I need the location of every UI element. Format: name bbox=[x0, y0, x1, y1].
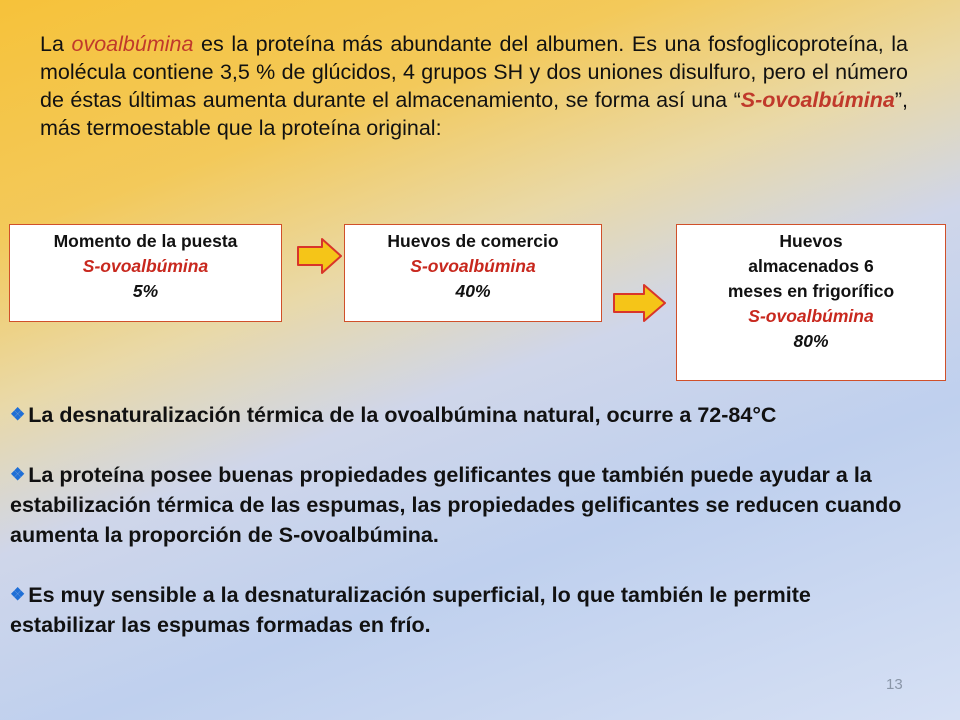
flow-box-title-line1: Huevos bbox=[779, 231, 843, 251]
bullet-item bbox=[10, 460, 910, 550]
diamond-bullet-icon: ❖ bbox=[10, 465, 26, 484]
bullet-text: La desnaturalización térmica de la ovoalbúmina natural, ocurre a 72-84°C bbox=[28, 403, 777, 427]
intro-paragraph bbox=[40, 30, 908, 142]
flow-box-protein: S-ovoalbúmina bbox=[410, 256, 536, 276]
page-number: 13 bbox=[886, 676, 903, 693]
flow-box-comercio bbox=[344, 224, 602, 322]
flow-box-percent: 5% bbox=[132, 281, 159, 301]
flow-box-almacenados bbox=[676, 224, 946, 381]
arrow-right-icon bbox=[612, 282, 668, 324]
flow-box-percent: 40% bbox=[455, 281, 491, 301]
bullet-item bbox=[10, 400, 910, 430]
intro-ovoalbumina: ovoalbúmina bbox=[71, 32, 194, 56]
intro-text-2: es la proteína más abundante del albumen. Es una fosfoglicoproteína, la molécula contiene 3,5 % de glúcidos, 4 grupos SH y dos uniones disulfuro, pero el número de éstas últimas aumenta durante el almacenamiento, se forma así una “ bbox=[40, 32, 909, 112]
flow-box-title-line3: meses en frigorífico bbox=[727, 281, 895, 301]
flow-box-title: Huevos de comercio bbox=[387, 231, 559, 251]
intro-text-1: La bbox=[40, 32, 72, 56]
flow-box-title-line2: almacenados 6 bbox=[748, 256, 874, 276]
flow-box-protein: S-ovoalbúmina bbox=[748, 306, 874, 326]
bullet-item bbox=[10, 580, 910, 640]
bullet-text: La proteína posee buenas propiedades gelificantes que también puede ayudar a la estabilización térmica de las espumas, las propiedades gelificantes se reducen cuando aumenta la proporción de S-ovoalbúmina. bbox=[10, 463, 902, 547]
diamond-bullet-icon: ❖ bbox=[10, 585, 26, 604]
flow-box-title: Momento de la puesta bbox=[53, 231, 238, 251]
flow-box-percent: 80% bbox=[793, 331, 829, 351]
diamond-bullet-icon: ❖ bbox=[10, 405, 26, 424]
bullet-text: Es muy sensible a la desnaturalización superficial, lo que también le permite estabilizar las espumas formadas en frío. bbox=[10, 583, 811, 637]
bullet-list bbox=[10, 400, 910, 670]
flow-box-puesta bbox=[9, 224, 282, 322]
flow-box-protein: S-ovoalbúmina bbox=[82, 256, 209, 276]
arrow-right-icon bbox=[296, 236, 344, 276]
intro-text-3: ”, más termoestable que la proteína original: bbox=[40, 88, 908, 140]
intro-s-ovoalbumina: S-ovoalbúmina bbox=[740, 88, 895, 112]
